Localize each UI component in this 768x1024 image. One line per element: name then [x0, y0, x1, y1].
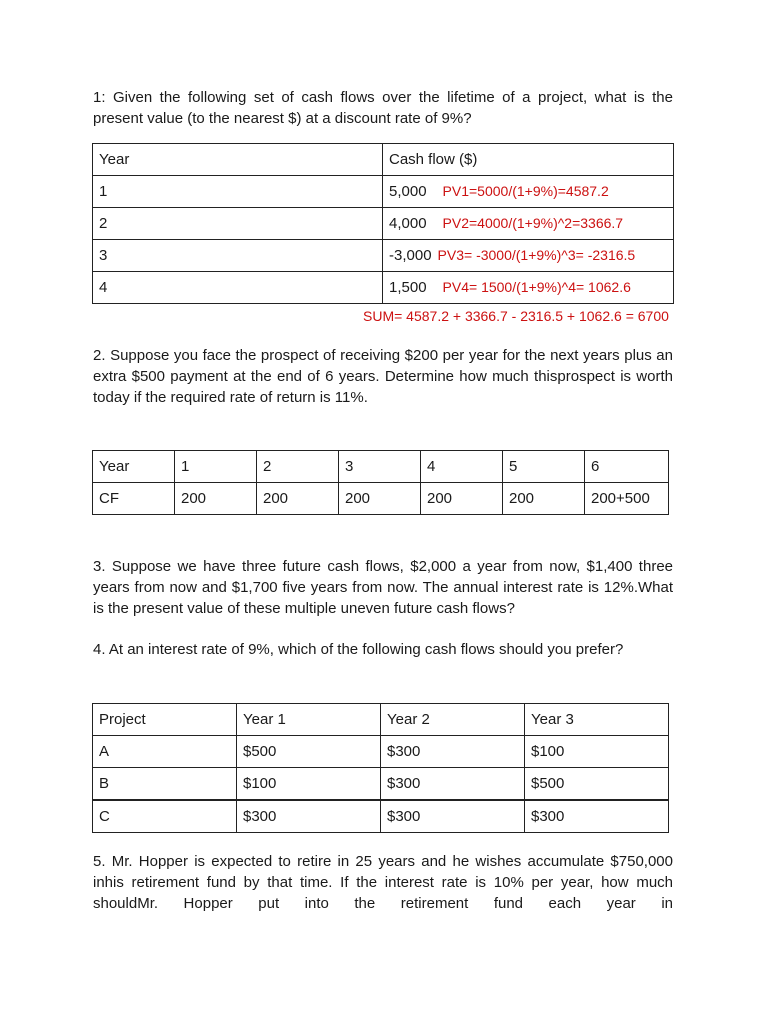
cell: $100 [237, 768, 381, 801]
cf-value: 1,500 [389, 279, 427, 296]
q1-cashflow-table [92, 143, 674, 304]
cell: 200 [175, 483, 257, 515]
cell: $500 [525, 768, 669, 801]
year-cell: 2 [93, 208, 383, 240]
question-3-text: 3. Suppose we have three future cash flows, $2,000 a year from now, $1,400 three years from now and $1,700 five years from now. The annual interest rate is 12%.What is the present value of these multiple uneven future cash flows? [93, 558, 673, 617]
cell: 200+500 [585, 483, 669, 515]
table-row [93, 768, 669, 801]
cell: B [93, 768, 237, 801]
question-4-text: 4. At an interest rate of 9%, which of the following cash flows should you prefer? [93, 641, 624, 658]
header-project: Project [93, 704, 237, 736]
year-cell: 3 [93, 240, 383, 272]
cell: $500 [237, 736, 381, 768]
cell: Year [93, 451, 175, 483]
table-row [93, 800, 669, 833]
table-row [93, 704, 669, 736]
cash-flow-cell [383, 240, 674, 272]
cell: 200 [257, 483, 339, 515]
cell: 200 [339, 483, 421, 515]
cash-flow-cell [383, 208, 674, 240]
cf-value: 5,000 [389, 183, 427, 200]
cell: 5 [503, 451, 585, 483]
cell: $300 [381, 736, 525, 768]
table-row [93, 451, 669, 483]
header-year: Year [93, 144, 383, 176]
table-row [93, 272, 674, 304]
q4-project-table [92, 703, 669, 833]
cell: $300 [381, 800, 525, 833]
cell: $300 [381, 768, 525, 801]
table-row [93, 240, 674, 272]
year-cell: 1 [93, 176, 383, 208]
pv-annotation: PV2=4000/(1+9%)^2=3366.7 [442, 215, 624, 231]
cell: $300 [525, 800, 669, 833]
table-row [93, 483, 669, 515]
cell: CF [93, 483, 175, 515]
question-2-text: 2. Suppose you face the prospect of receiving $200 per year for the next years plus an extra $500 payment at the end of 6 years. Determine how much thisprospect is worth today if the required rate of return is 11%. [93, 347, 673, 406]
cash-flow-cell [383, 272, 674, 304]
cell: 200 [421, 483, 503, 515]
cell: 1 [175, 451, 257, 483]
cell: 3 [339, 451, 421, 483]
header-year-1: Year 1 [237, 704, 381, 736]
table-row [93, 736, 669, 768]
table-row [93, 176, 674, 208]
table-row [93, 208, 674, 240]
question-5-text: 5. Mr. Hopper is expected to retire in 25 years and he wishes accumulate $750,000 inhis retirement fund by that time. If the interest rate is 10% per year, how much shouldMr. Hopper put into the retirement fund each year in [93, 853, 673, 912]
sum-annotation: SUM= 4587.2 + 3366.7 - 2316.5 + 1062.6 = 6700 [363, 308, 669, 324]
pv-annotation: PV1=5000/(1+9%)=4587.2 [442, 183, 609, 199]
pv-annotation: PV4= 1500/(1+9%)^4= 1062.6 [442, 279, 631, 295]
header-cash-flow: Cash flow ($) [383, 144, 674, 176]
cf-value: -3,000 [389, 247, 432, 264]
q2-cashflow-table [92, 450, 669, 515]
header-year-2: Year 2 [381, 704, 525, 736]
cf-value: 4,000 [389, 215, 427, 232]
year-cell: 4 [93, 272, 383, 304]
pv-annotation: PV3= -3000/(1+9%)^3= -2316.5 [437, 247, 636, 263]
cell: $100 [525, 736, 669, 768]
table-row [93, 144, 674, 176]
cell: 4 [421, 451, 503, 483]
question-1-text: 1: Given the following set of cash flows over the lifetime of a project, what is the present value (to the nearest $) at a discount rate of 9%? [93, 89, 673, 127]
cell: 200 [503, 483, 585, 515]
cell: C [93, 800, 237, 833]
cell: 2 [257, 451, 339, 483]
cell: $300 [237, 800, 381, 833]
cell: A [93, 736, 237, 768]
header-year-3: Year 3 [525, 704, 669, 736]
cell: 6 [585, 451, 669, 483]
cash-flow-cell [383, 176, 674, 208]
